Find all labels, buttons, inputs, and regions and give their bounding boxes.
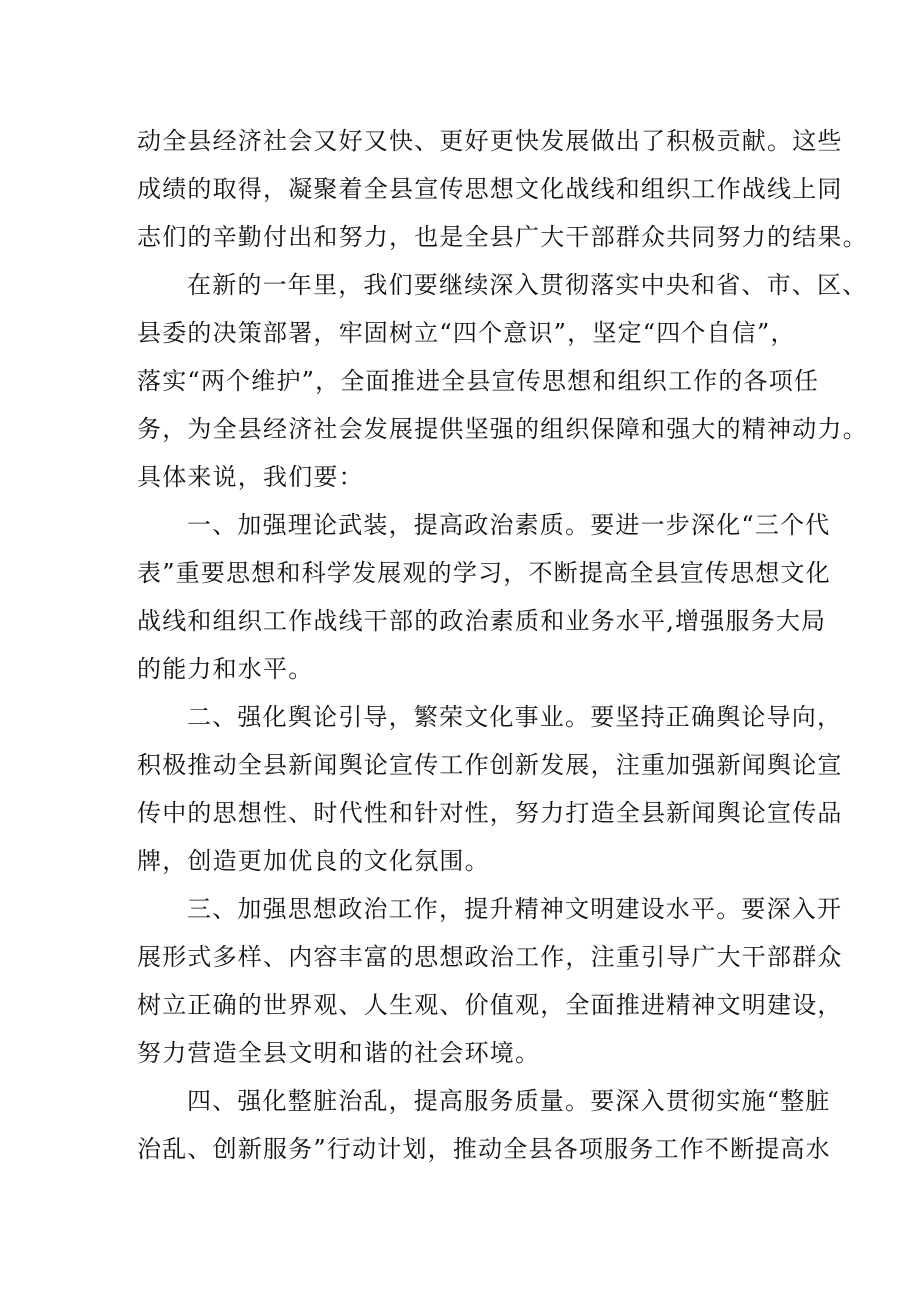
section-heading-line-4: 四、强化整脏治乱，提高服务质量。要深入贯彻实施“整脏 <box>187 1087 831 1115</box>
paragraph-first-line: 在新的一年里，我们要继续深入贯彻落实中央和省、市、区、 <box>187 271 868 299</box>
text-line: 落实“两个维护”，全面推进全县宣传思想和组织工作的各项任 <box>137 367 820 395</box>
text-line: 县委的决策部署，牢固树立“四个意识”，坚定“四个自信”， <box>137 319 796 347</box>
text-line: 动全县经济社会又好又快、更好更快发展做出了积极贡献。这些 <box>137 127 843 155</box>
text-line: 积极推动全县新闻舆论宣传工作创新发展，注重加强新闻舆论宣 <box>137 751 843 779</box>
text-line: 的能力和水平。 <box>137 655 314 683</box>
text-line: 展形式多样、内容丰富的思想政治工作，注重引导广大干部群众 <box>137 943 843 971</box>
text-line: 志们的辛勤付出和努力，也是全县广大干部群众共同努力的结果。 <box>137 223 868 251</box>
body-text <box>137 117 868 1173</box>
text-line: 务，为全县经济社会发展提供坚强的组织保障和强大的精神动力。 <box>137 415 868 443</box>
text-line: 表”重要思想和科学发展观的学习，不断提高全县宣传思想文化 <box>137 559 831 587</box>
section-heading-line-3: 三、加强思想政治工作，提升精神文明建设水平。要深入开 <box>187 895 843 923</box>
text-line: 树立正确的世界观、人生观、价值观，全面推进精神文明建设， <box>137 991 843 1019</box>
text-line: 努力营造全县文明和谐的社会环境。 <box>137 1039 541 1067</box>
text-line: 战线和组织工作战线干部的政治素质和业务水平,增强服务大局 <box>137 607 827 635</box>
text-line: 牌，创造更加优良的文化氛围。 <box>137 847 490 875</box>
text-line: 传中的思想性、时代性和针对性，努力打造全县新闻舆论宣传品 <box>137 799 843 827</box>
section-heading-line-2: 二、强化舆论引导，繁荣文化事业。要坚持正确舆论导向， <box>187 703 843 731</box>
section-heading-line-1: 一、加强理论武装，提高政治素质。要进一步深化“三个代 <box>187 511 831 539</box>
text-line: 治乱、创新服务”行动计划，推动全县各项服务工作不断提高水 <box>137 1135 831 1163</box>
text-line: 成绩的取得，凝聚着全县宣传思想文化战线和组织工作战线上同 <box>137 175 843 203</box>
text-line: 具体来说，我们要： <box>137 463 364 491</box>
